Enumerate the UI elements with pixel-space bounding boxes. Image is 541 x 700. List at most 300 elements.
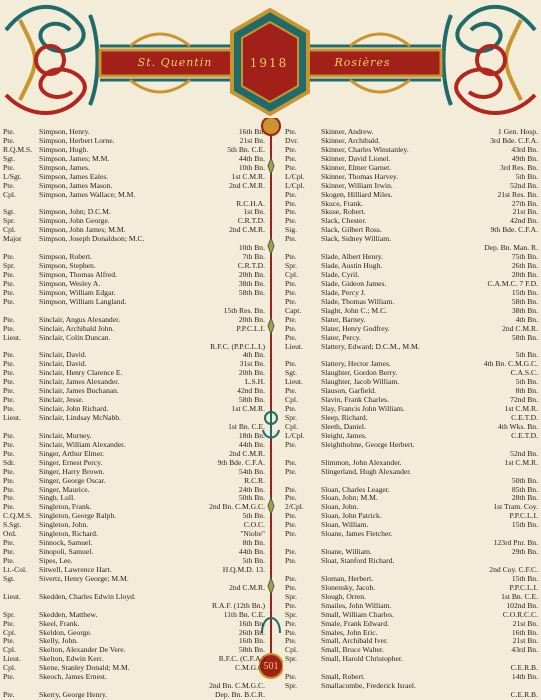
entry-unit: 2nd Bn. C.M.G.C. [209, 681, 265, 691]
entry-unit: C.M.G.C. [235, 663, 265, 673]
entry-rank: Pte. [3, 127, 15, 136]
entry-name: Sleightholme, George Herbert. [321, 439, 415, 449]
entry-rank: Pte. [285, 672, 297, 682]
entry-name: Simpson, James Wallace; M.M. [39, 189, 136, 199]
entry-name: Sinclair, Jesse. [39, 395, 84, 405]
entry-name: Sinclair, Henry Clarence E. [39, 368, 123, 378]
entry-unit: 2nd C.M.R. [229, 225, 265, 235]
entry-unit: 1st C.M.R. [504, 457, 538, 467]
entry-name: Singleton, John. [39, 520, 89, 530]
entry-name: Singer, Harry Brown. [39, 466, 105, 476]
entry-unit: 10th Bn. [238, 162, 265, 172]
entry-rank: Pte. [3, 252, 15, 262]
entry-unit: 4th Bn. [242, 350, 265, 360]
entry-unit: R.C.R. [244, 475, 265, 485]
entry-unit: 1st C.M.R. [504, 404, 538, 414]
entry-unit: 9th Bde. C.F.A. [490, 225, 538, 235]
entry-name: Skinner, Andrew. [321, 127, 374, 136]
entry-name: Simpson, Joseph Donaldson; M.C. [39, 234, 145, 244]
entry-rank: L/Cpl. [285, 430, 305, 440]
entry-rank: Pte. [3, 475, 15, 485]
entry-name: Skuce, Frank. [321, 198, 363, 208]
entry-unit: C.A.M.C. 7 F.D. [487, 278, 538, 288]
entry-rank: C.Q.M.S. [3, 511, 33, 521]
entry-unit: P.P.C.L.I. [236, 323, 265, 333]
entry-name: Smailes, John William. [321, 600, 392, 610]
entry-unit: 1 Gen. Hosp. [497, 127, 538, 136]
entry-name: Skeel, Frank. [39, 618, 80, 628]
entry-name: Slaght, John C.; M.C. [321, 305, 388, 315]
entry-unit: 7th Bn. [242, 252, 265, 262]
entry-unit: 42nd Bn. [510, 216, 538, 226]
entry-name: Sloat, Stanford Richard. [321, 556, 395, 565]
entry-rank: Lieut. [3, 654, 21, 664]
entry-unit: 16th Bn. [511, 627, 538, 637]
entry-rank: S.Sgt. [3, 520, 22, 530]
entry-name: Sinclair, Angus Alexander. [39, 314, 121, 324]
entry-rank: Pte. [3, 538, 15, 548]
entry-unit: 5th Bn. [242, 556, 265, 565]
entry-unit: C.O.R.C.C. [502, 609, 538, 619]
entry-rank: Pte. [285, 252, 297, 262]
entry-rank: Pte. [285, 323, 297, 333]
entry-rank: Pte. [3, 296, 15, 306]
entry-name: Simpson, Hugh. [39, 144, 89, 154]
entry-rank: Pte. [285, 386, 297, 396]
entry-rank: Spr. [285, 261, 298, 271]
entry-unit: 102nd Bn. [506, 600, 538, 610]
roll-entry [285, 691, 538, 700]
entry-name: Singleton, Frank. [39, 502, 92, 512]
entry-unit: 1st Bn. C.E. [228, 421, 265, 431]
entry-rank: Lieut. [3, 332, 21, 342]
entry-unit: 5th Bn. [515, 377, 538, 387]
entry-name: Simpson, Thomas Alfred. [39, 270, 117, 279]
entry-name: Simpson, John; D.C.M. [39, 207, 111, 217]
entry-unit: 8th Bn. [242, 538, 265, 548]
entry-name: Sinclair, James Buchanan. [39, 386, 119, 396]
entry-name: Small, Robert. [321, 672, 366, 682]
entry-unit: 4th Bn. [515, 314, 538, 324]
entry-unit: 27th Bn. [511, 198, 538, 208]
entry-name: Simpson, William Langland. [39, 296, 127, 306]
entry-name: Simpson, John James; M.M. [39, 225, 126, 235]
entry-unit: 43rd Bn. [511, 645, 538, 655]
entry-name: Sinclair, Lindsay McNabb. [39, 413, 121, 422]
entry-name: Slade, Thomas William. [321, 296, 395, 306]
roll-entry [3, 691, 265, 700]
entry-unit: 21st Bn. [512, 207, 538, 217]
entry-rank: Pte. [3, 162, 15, 172]
entry-name: Slade, Cyril. [321, 270, 360, 279]
entry-name: Skinner, David Lionel. [321, 153, 391, 163]
entry-rank: 2/Cpl. [285, 502, 304, 512]
roll-entry [3, 575, 265, 584]
entry-name: Skelly, John. [39, 636, 78, 646]
entry-unit: L.S.H. [244, 377, 265, 387]
entry-unit: 2nd Coy. C.F.C. [489, 564, 538, 574]
entry-unit: 2nd C.M.R. [229, 448, 265, 458]
entry-unit: 2nd Bn. C.M.G.C. [209, 502, 265, 512]
entry-unit: 28th Bn. [511, 493, 538, 503]
entry-unit: 43rd Bn. [511, 144, 538, 154]
entry-name: Smales, John Eric. [321, 627, 378, 637]
entry-rank: Pte. [3, 439, 15, 449]
entry-rank: Pte. [285, 582, 297, 592]
entry-rank: Pte. [3, 430, 15, 440]
entry-unit: 52nd Bn. [510, 448, 538, 458]
entry-name: Sinclair, John Richard. [39, 404, 109, 414]
entry-unit: C.E.R.B. [510, 690, 538, 700]
banner-place-left: St. Quentin [137, 56, 213, 69]
entry-unit: 85th Bn. [511, 484, 538, 494]
entry-rank: Pte. [3, 386, 15, 396]
entry-name: Sinopoli, Samuel. [39, 547, 94, 557]
entry-name: Smale, Frank Edward. [321, 618, 389, 628]
entry-unit: 52nd Bn. [510, 180, 538, 190]
entry-unit: 2nd C.M.R. [229, 582, 265, 592]
entry-rank: Pte. [285, 457, 297, 467]
entry-name: Slack, Chester. [321, 216, 367, 226]
entry-rank: Cpl. [3, 189, 16, 199]
entry-unit: 58th Bn. [511, 332, 538, 342]
entry-unit: 54th Bn. [238, 466, 265, 476]
entry-name: Sleeth, Daniel. [321, 421, 366, 431]
entry-name: Singer, Arthur Elmer. [39, 448, 105, 458]
entry-name: Skinner, Elmer Garnet. [321, 162, 392, 172]
entry-unit: 15th Bn. [511, 573, 538, 583]
entry-rank: Pte. [3, 287, 15, 297]
roll-entry [3, 191, 265, 200]
entry-name: Sipes, Lee. [39, 556, 73, 565]
entry-rank: Dvr. [285, 135, 299, 145]
entry-name: Smallacombe, Frederick Israel. [321, 681, 416, 691]
entry-unit: 8th Bn. [515, 386, 538, 396]
name-list-left [3, 128, 265, 700]
entry-name: Slack, Gilbert Ross. [321, 225, 382, 235]
entry-unit: 15th Bn. [511, 520, 538, 530]
entry-rank: Pte. [285, 556, 297, 565]
entry-rank: Pte. [285, 600, 297, 610]
entry-rank: L/Sgt. [3, 171, 22, 181]
entry-unit: 9th Bde. C.F.A. [217, 457, 265, 467]
entry-name: Small, Bruce Walter. [321, 645, 384, 655]
entry-unit: R.A.F. (12th Bn.) [212, 600, 265, 610]
entry-unit: 1st Tram. Coy. [493, 502, 538, 512]
entry-unit: 16th Bn. [238, 127, 265, 136]
entry-name: Simpson, Stephen. [39, 261, 96, 271]
entry-rank: L/Cpl. [285, 180, 305, 190]
entry-name: Small, Archibald Iver. [321, 636, 389, 646]
entry-unit: C.E.T.D. [511, 413, 538, 422]
entry-rank: Spr. [285, 413, 298, 422]
entry-name: Singleton, Richard. [39, 529, 98, 539]
roll-entry [3, 235, 265, 244]
entry-rank: Pte. [3, 493, 15, 503]
entry-unit: 20th Bn. [511, 270, 538, 279]
entry-unit: 1st Bn. C.E. [501, 591, 538, 601]
entry-rank: Capt. [285, 305, 302, 315]
page-number: 501 [263, 661, 279, 672]
entry-rank: Spr. [3, 261, 16, 271]
entry-rank: Pte. [285, 627, 297, 637]
entry-unit: 20th Bn. [238, 314, 265, 324]
entry-rank: Pte. [285, 296, 297, 306]
entry-name: Skinner, Thomas Harvey. [321, 171, 399, 181]
entry-rank: Pte. [285, 144, 297, 154]
entry-name: Slater, Percy. [321, 332, 361, 342]
entry-unit: 1st C.M.R. [231, 404, 265, 414]
entry-rank: Cpl. [285, 645, 298, 655]
entry-unit: C.E.R.B. [510, 663, 538, 673]
entry-rank: Pte. [285, 511, 297, 521]
entry-unit: 11th Bn. C.E. [223, 609, 265, 619]
entry-unit: R.C.H.A. [236, 198, 265, 208]
entry-rank: Lieut. [285, 377, 303, 387]
banner-place-right: Rosières [334, 56, 391, 69]
entry-rank: Pte. [3, 484, 15, 494]
entry-name: Small, Harold Christopher. [321, 654, 403, 664]
entry-name: Singer, Ernest Percy. [39, 457, 103, 467]
entry-rank: Pte. [285, 573, 297, 583]
entry-rank: Pte. [3, 672, 15, 682]
roll-entry [285, 655, 538, 664]
name-list-right [285, 128, 538, 700]
entry-name: Slay, Francis John William. [321, 404, 405, 414]
entry-unit: 44th Bn. [238, 153, 265, 163]
entry-name: Simpson, James Eales. [39, 171, 109, 181]
entry-rank: Pte. [3, 556, 15, 565]
entry-unit: 38th Bn. [238, 278, 265, 288]
entry-rank: Spr. [285, 609, 298, 619]
entry-unit: 3rd Res. Bn. [500, 162, 538, 172]
entry-rank: Pte. [3, 377, 15, 387]
entry-unit: 2nd C.M.R. [229, 180, 265, 190]
entry-unit: 26th Bn. [511, 261, 538, 271]
entry-name: Skeldon, George. [39, 627, 92, 637]
entry-rank: Pte. [285, 439, 297, 449]
entry-unit: 58th Bn. [238, 287, 265, 297]
entry-unit: 123rd Pnr. Bn. [493, 538, 538, 548]
entry-name: Slaughter, Gordon Berry. [321, 368, 398, 378]
entry-rank: Pte. [3, 270, 15, 279]
entry-rank: Sgt. [3, 207, 16, 217]
entry-rank: Pte. [285, 484, 297, 494]
entry-rank: Lieut. [285, 341, 303, 351]
entry-unit: 5th Bn. [515, 171, 538, 181]
entry-rank: Pte. [285, 520, 297, 530]
entry-name: Skinner, Charles Winstanley. [321, 144, 409, 154]
entry-rank: Pte. [3, 404, 15, 414]
entry-name: Singleton, George Ralph. [39, 511, 117, 521]
entry-name: Slater, Barney. [321, 314, 366, 324]
entry-name: Simpson, Henry. [39, 127, 90, 136]
entry-rank: Pte. [3, 636, 15, 646]
entry-rank: Pte. [285, 278, 297, 288]
entry-unit: R.F.C. (P.P.C.L.I.) [210, 341, 265, 351]
entry-rank: Pte. [285, 636, 297, 646]
entry-name: Slack, Sidney William. [321, 234, 392, 244]
entry-unit: 1st C.M.R. [231, 171, 265, 181]
entry-unit: P.P.C.L.I. [509, 582, 538, 592]
entry-name: Skeoch, James Ernest. [39, 672, 107, 682]
entry-name: Sinclair, William Alexander. [39, 439, 126, 449]
entry-rank: Pte. [3, 368, 15, 378]
entry-unit: 58th Bn. [238, 395, 265, 405]
entry-rank: Cpl. [3, 627, 16, 637]
entry-unit: 50th Bn. [511, 475, 538, 485]
entry-rank: Pte. [285, 234, 297, 244]
entry-unit: Dep. Bn. B.C.R. [215, 690, 265, 700]
roll-entry [285, 468, 538, 477]
entry-unit: 24th Bn. [238, 484, 265, 494]
entry-name: Slauson, Garfield. [321, 386, 377, 396]
entry-rank: Pte. [285, 207, 297, 217]
entry-name: Slimmon, John Alexander. [321, 457, 402, 467]
entry-rank: Spr. [3, 216, 16, 226]
entry-name: Skerry, George Henry. [39, 690, 108, 700]
entry-rank: R.Q.M.S. [3, 144, 33, 154]
entry-unit: R.F.C. (C.F.A.) [218, 654, 265, 664]
entry-name: Skelton, Alexander De Vere. [39, 645, 126, 655]
entry-rank: Pte. [285, 618, 297, 628]
entry-name: Sinclair, Archibald John. [39, 323, 115, 333]
entry-unit: 21st Bn. [512, 636, 538, 646]
entry-unit: 1st Bn. [243, 207, 265, 217]
entry-rank: Lieut. [3, 591, 21, 601]
entry-rank: Cpl. [285, 270, 298, 279]
roll-entry [285, 343, 538, 352]
entry-name: Slade, Gideon James. [321, 278, 387, 288]
entry-name: Slade, Austin Hugh. [321, 261, 383, 271]
entry-unit: 20th Bn. [238, 368, 265, 378]
entry-name: Slonensky, Jacob. [321, 582, 376, 592]
entry-rank: Pte. [285, 287, 297, 297]
entry-rank: Major [3, 234, 22, 244]
entry-name: Sinclair, David. [39, 350, 87, 360]
entry-name: Slade, Percy J. [321, 287, 366, 297]
entry-name: Simpson, Herbert Lorne. [39, 135, 115, 145]
entry-rank: Pte. [285, 216, 297, 226]
entry-rank: Pte. [3, 180, 15, 190]
entry-unit: 58th Bn. [238, 645, 265, 655]
entry-rank: Pte. [3, 395, 15, 405]
entry-name: Sloman, Herbert. [321, 573, 374, 583]
entry-name: Sinclair, Colin Duncan. [39, 332, 111, 342]
entry-unit: 14th Bn. [511, 672, 538, 682]
entry-rank: Pte. [3, 618, 15, 628]
entry-rank: Pte. [3, 547, 15, 557]
entry-unit: 21st Bn. [239, 135, 265, 145]
entry-rank: Pte. [3, 690, 15, 700]
entry-rank: Cpl. [285, 421, 298, 431]
entry-unit: 16th Bn. [238, 618, 265, 628]
entry-name: Slingerland, Hugh Alexander. [321, 466, 412, 476]
roll-entry [3, 414, 265, 423]
entry-unit: 38th Bn. [511, 305, 538, 315]
entry-name: Sloan, Charles Leager. [321, 484, 390, 494]
entry-unit: 15th Res. Bn. [223, 305, 265, 315]
entry-rank: Pte. [285, 198, 297, 208]
entry-rank: Sig. [285, 225, 298, 235]
entry-name: Slattery, Edward; D.C.M., M.M. [321, 341, 420, 351]
entry-unit: 21st Res. Bn. [497, 189, 538, 199]
entry-name: Slavin, Frank Charles. [321, 395, 389, 405]
entry-rank: L/Cpl. [285, 171, 305, 181]
entry-name: Sloan, John. [321, 502, 359, 512]
entry-unit: 75th Bn. [511, 252, 538, 262]
entry-rank: Spr. [285, 654, 298, 664]
entry-unit: H.Q.M.D. 13. [222, 564, 265, 574]
entry-unit: 20th Bn. [238, 270, 265, 279]
entry-name: Singer, George Oscar. [39, 475, 106, 485]
entry-name: Skedden, Charles Edwin Lloyd. [39, 591, 136, 601]
entry-unit: 42nd Bn. [237, 386, 265, 396]
entry-name: Skogen, Hilliard Miles. [321, 189, 393, 199]
entry-rank: Pte. [3, 448, 15, 458]
entry-unit: 72nd Bn. [510, 395, 538, 405]
entry-rank: Spr. [285, 591, 298, 601]
entry-rank: Pte. [3, 278, 15, 288]
entry-rank: Pte. [285, 162, 297, 172]
entry-name: Simpson, James Mason. [39, 180, 113, 190]
entry-name: Simpson, Robert. [39, 252, 92, 262]
entry-name: Sloane, James Fletcher. [321, 529, 393, 539]
entry-rank: Pte. [285, 359, 297, 369]
entry-rank: Pte. [3, 314, 15, 324]
entry-rank: Pte. [285, 529, 297, 539]
entry-unit: 44th Bn. [238, 439, 265, 449]
entry-unit: 4th Bn. C.M.G.C. [483, 359, 538, 369]
entry-unit: Dep. Bn. Man. R. [484, 243, 538, 253]
entry-name: Small, William Charles. [321, 609, 394, 619]
entry-name: Skinner, William Irwin. [321, 180, 393, 190]
entry-name: Simpson, James. [39, 162, 90, 172]
entry-rank: Sgt. [3, 573, 16, 583]
entry-unit: 15th Bn. [511, 287, 538, 297]
entry-name: Simpson, John George. [39, 216, 110, 226]
roll-entry [285, 441, 538, 450]
entry-unit: P.P.C.L.I. [509, 511, 538, 521]
entry-unit: 2nd C.M.R. [502, 323, 538, 333]
entry-rank: Cpl. [3, 225, 16, 235]
entry-unit: 50th Bn. [238, 493, 265, 503]
entry-name: Sleep, Richard. [321, 413, 368, 422]
entry-name: Slade, Albert Henry. [321, 252, 383, 262]
entry-name: Skuse, Robert. [321, 207, 366, 217]
entry-name: Simpson, James; M.M. [39, 153, 110, 163]
entry-rank: Pte. [3, 135, 15, 145]
entry-rank: Pte. [285, 466, 297, 476]
roll-entry [285, 682, 538, 691]
entry-rank: Pte. [285, 189, 297, 199]
entry-unit: 44th Bn. [238, 547, 265, 557]
entry-rank: Lieut. [3, 413, 21, 422]
entry-name: Sloane, William. [321, 547, 372, 557]
entry-rank: Pte. [3, 466, 15, 476]
entry-name: Singh, Lull. [39, 493, 76, 503]
entry-rank: Pte. [3, 502, 15, 512]
entry-unit: 29th Bn. [511, 547, 538, 557]
banner-year: 1918 [249, 56, 289, 70]
entry-rank: Pte. [3, 350, 15, 360]
entry-unit: 58th Bn. [511, 296, 538, 306]
entry-name: Simpson, Wesley A. [39, 278, 101, 288]
entry-name: Sinnock, Samuel. [39, 538, 93, 548]
entry-rank: Pte. [3, 323, 15, 333]
entry-name: Skelton, Edwin Kerr. [39, 654, 104, 664]
entry-unit: 3rd Bde. C.F.A. [490, 135, 538, 145]
